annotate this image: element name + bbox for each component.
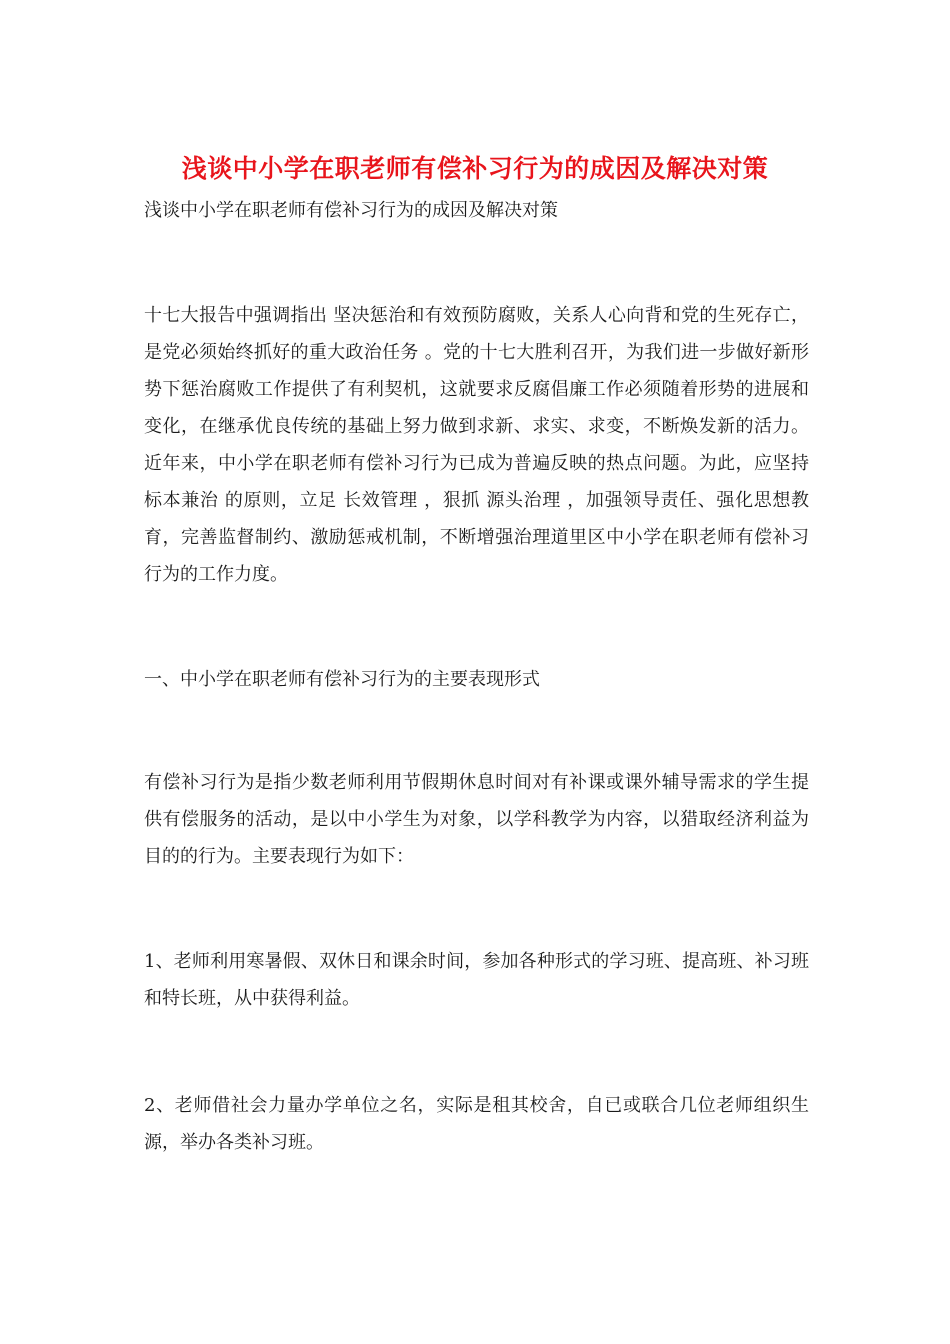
list-item-2: 2、老师借社会力量办学单位之名，实际是租其校舍，自已或联合几位老师组织生源，举办各类补习班。 (144, 1095, 809, 1153)
intro-paragraph: 十七大报告中强调指出 坚决惩治和有效预防腐败，关系人心向背和党的生死存亡，是党必须始终抓好的重大政治任务 。党的十七大胜利召开，为我们进一步做好新形势下惩治腐败工作提供了有利契机，这就要求反腐倡廉工作必须随着形势的进展和变化，在继承优良传统的基础上努力做到求新、求实、求变，不断焕发新的活力。近年来，中小学在职老师有偿补习行为已成为普遍反映的热点问题。为此，应坚持 标本兼治 的原则，立足 长效管理 ，狠抓 源头治理 ，加强领导责任、强化思想教育，完善监督制约、激励惩戒机制，不断增强治理道里区中小学在职老师有偿补习行为的工作力度。 (144, 305, 809, 585)
list-item-1: 1、老师利用寒暑假、双休日和课余时间，参加各种形式的学习班、提高班、补习班和特长班，从中获得利益。 (144, 951, 809, 1009)
definition-paragraph: 有偿补习行为是指少数老师利用节假期休息时间对有补课或课外辅导需求的学生提供有偿服务的活动，是以中小学生为对象，以学科教学为内容，以猎取经济利益为目的的行为。主要表现行为如下： (144, 772, 809, 867)
document-title: 浅谈中小学在职老师有偿补习行为的成因及解决对策 (181, 154, 769, 183)
document-subtitle: 浅谈中小学在职老师有偿补习行为的成因及解决对策 (144, 200, 558, 221)
section-one-heading: 一、中小学在职老师有偿补习行为的主要表现形式 (144, 669, 540, 690)
